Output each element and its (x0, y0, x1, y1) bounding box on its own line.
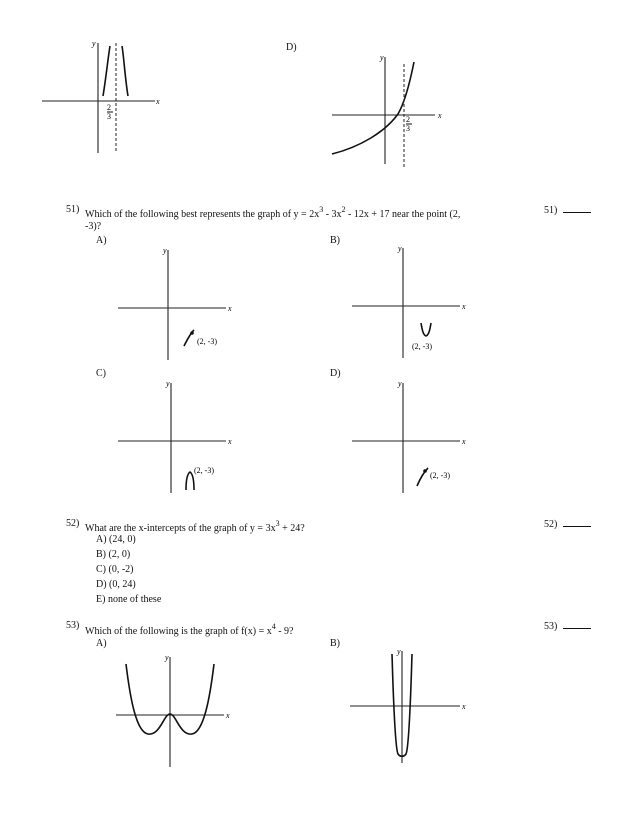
choice-e[interactable]: E) none of these (96, 594, 162, 605)
axis-y-label: y (163, 246, 167, 255)
axis-x-label: x (228, 437, 232, 446)
point-label: (2, -3) (194, 466, 214, 475)
option-a-label: A) (96, 235, 107, 246)
axis-x-label: x (228, 304, 232, 313)
axis-y-label: y (398, 244, 402, 253)
choice-b[interactable]: B) (2, 0) (96, 549, 131, 560)
point-label: (2, -3) (197, 337, 217, 346)
option-b-label: B) (330, 235, 340, 246)
fraction-numerator: 2 (406, 115, 410, 124)
question-text: Which of the following is the graph of $f(x) = x^4 - 9$? (85, 622, 294, 637)
answer-line[interactable]: 51) (544, 204, 591, 216)
choice-c[interactable]: C) (0, -2) (96, 564, 134, 575)
option-d-label: D) (330, 368, 341, 379)
question-text: Which of the following best represents the graph of $y = 2x^3 - 3x^2 - 12x + 17$ near the point (2, (85, 205, 461, 220)
choice-a[interactable]: A) (24, 0) (96, 534, 136, 545)
answer-line[interactable]: 52) (544, 518, 591, 530)
graph-option-b (350, 243, 480, 363)
point-label: (2, -3) (430, 471, 450, 480)
option-d-label: D) (286, 42, 297, 53)
fraction-numerator: 2 (107, 103, 111, 112)
axis-y-label: y (397, 647, 401, 656)
choice-d[interactable]: D) (0, 24) (96, 579, 136, 590)
axis-x-label: x (226, 711, 230, 720)
fraction-denominator: 3 (406, 124, 410, 133)
answer-line[interactable]: 53) (544, 620, 591, 632)
question-text-continued: -3)? (85, 221, 102, 232)
axis-y-label: y (165, 653, 169, 662)
prev-graph-c (40, 38, 170, 158)
graph-option-b (348, 648, 478, 768)
axis-x-label: x (462, 437, 466, 446)
option-c-label: C) (96, 368, 106, 379)
question-number: 51) (66, 204, 80, 215)
question-number: 53) (66, 620, 80, 631)
axis-y-label: y (398, 379, 402, 388)
axis-y-label: y (92, 39, 96, 48)
axis-x-label: x (438, 111, 442, 120)
axis-x-label: x (462, 302, 466, 311)
option-a-label: A) (96, 638, 107, 649)
point-label: (2, -3) (412, 342, 432, 351)
axis-x-label: x (462, 702, 466, 711)
prev-graph-d (330, 52, 460, 170)
fraction-denominator: 3 (107, 112, 111, 121)
graph-option-d (350, 378, 480, 498)
axis-y-label: y (380, 53, 384, 62)
graph-option-a (114, 652, 244, 772)
axis-y-label: y (166, 379, 170, 388)
graph-option-c (116, 378, 246, 498)
option-b-label: B) (330, 638, 340, 649)
question-text: What are the x-intercepts of the graph of $y = 3x^3 + 24$? (85, 519, 305, 534)
question-number: 52) (66, 518, 80, 529)
axis-x-label: x (156, 97, 160, 106)
graph-option-a (116, 245, 246, 365)
